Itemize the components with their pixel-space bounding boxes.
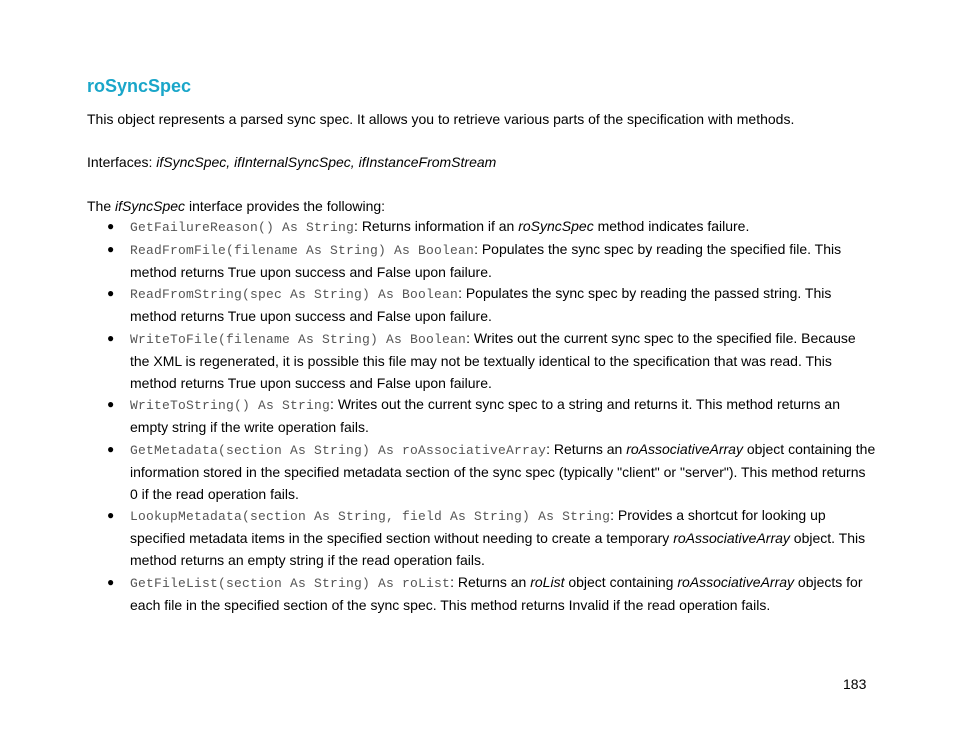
- bullet-icon: ●: [107, 397, 115, 412]
- interfaces-paragraph: [87, 152, 496, 172]
- method-item: [87, 394, 877, 439]
- bullet-icon: ●: [107, 508, 115, 523]
- page-number: 183: [843, 676, 867, 692]
- method-text: object. This method returns an empty string if the read operation fails.: [130, 530, 866, 568]
- method-emphasis: roList: [530, 573, 565, 590]
- provides-suffix: interface provides the following:: [188, 198, 386, 214]
- bullet-icon: ●: [107, 286, 115, 301]
- provides-paragraph: [87, 196, 385, 216]
- provides-prefix: The: [87, 198, 112, 214]
- method-text: object containing: [564, 573, 678, 590]
- method-text: object containing the information stored in the specified metadata section of the sync spec (typically "client" or "server"). This method returns 0 if the read operation fails.: [130, 440, 876, 502]
- method-text: method indicates failure.: [593, 218, 750, 234]
- bullet-icon: ●: [107, 219, 115, 233]
- method-text: : Provides a shortcut for looking up specified metadata items in the specified section without needing to create a temporary: [130, 507, 826, 547]
- method-signature: GetFailureReason() As String: [130, 220, 355, 235]
- method-item: [87, 283, 877, 328]
- method-emphasis: roAssociativeArray: [626, 440, 743, 457]
- bullet-icon: ●: [107, 441, 115, 456]
- method-text: : Returns an: [546, 440, 627, 457]
- method-item: [87, 328, 877, 394]
- method-text: objects for each file in the specified section of the sync spec. This method returns Invalid if the read operation fails.: [130, 573, 863, 613]
- method-emphasis: roAssociativeArray: [677, 573, 795, 590]
- method-signature: WriteToFile(filename As String) As Boolean: [130, 331, 467, 347]
- method-text: : Returns an: [450, 573, 531, 590]
- method-item: [87, 439, 877, 505]
- method-emphasis: roSyncSpec: [518, 218, 594, 234]
- method-signature: ReadFromString(spec As String) As Boolean: [130, 287, 459, 303]
- method-signature: LookupMetadata(section As String, field As String) As String: [130, 509, 611, 525]
- bullet-icon: ●: [107, 574, 115, 589]
- method-text: : Writes out the current sync spec to the specified file. Because the XML is regenerated, it is possible this file may not be textually identical to the specification that was read. This method returns True upon success and False upon failure.: [130, 329, 856, 391]
- method-emphasis: roAssociativeArray: [673, 530, 790, 547]
- method-text: : Returns information if an: [354, 218, 519, 234]
- intro-paragraph: This object represents a parsed sync spec. It allows you to retrieve various parts of the specification with methods.: [87, 111, 795, 127]
- interfaces-list: ifSyncSpec, ifInternalSyncSpec, ifInstanceFromStream: [156, 154, 497, 170]
- provides-interface: ifSyncSpec: [115, 198, 186, 214]
- method-signature: GetMetadata(section As String) As roAssociativeArray: [130, 442, 547, 458]
- method-item: [87, 239, 877, 284]
- method-item: [87, 572, 877, 617]
- method-item: [87, 505, 877, 571]
- method-signature: GetFileList(section As String) As roList: [130, 575, 451, 591]
- bullet-icon: ●: [107, 241, 115, 256]
- section-heading: roSyncSpec: [87, 76, 192, 96]
- method-text: : Writes out the current sync spec to a string and returns it. This method returns an empty string if the write operation fails.: [130, 396, 840, 436]
- method-signature: ReadFromFile(filename As String) As Boolean: [130, 242, 475, 258]
- interfaces-label: Interfaces:: [87, 154, 153, 170]
- method-text: : Populates the sync spec by reading the specified file. This method returns True upon success and False upon failure.: [130, 240, 842, 280]
- method-text: : Populates the sync spec by reading the passed string. This method returns True upon success and False upon failure.: [130, 285, 832, 325]
- method-signature: WriteToString() As String: [130, 398, 331, 414]
- method-list: [87, 216, 877, 616]
- method-item: [87, 216, 877, 239]
- bullet-icon: ●: [107, 330, 115, 345]
